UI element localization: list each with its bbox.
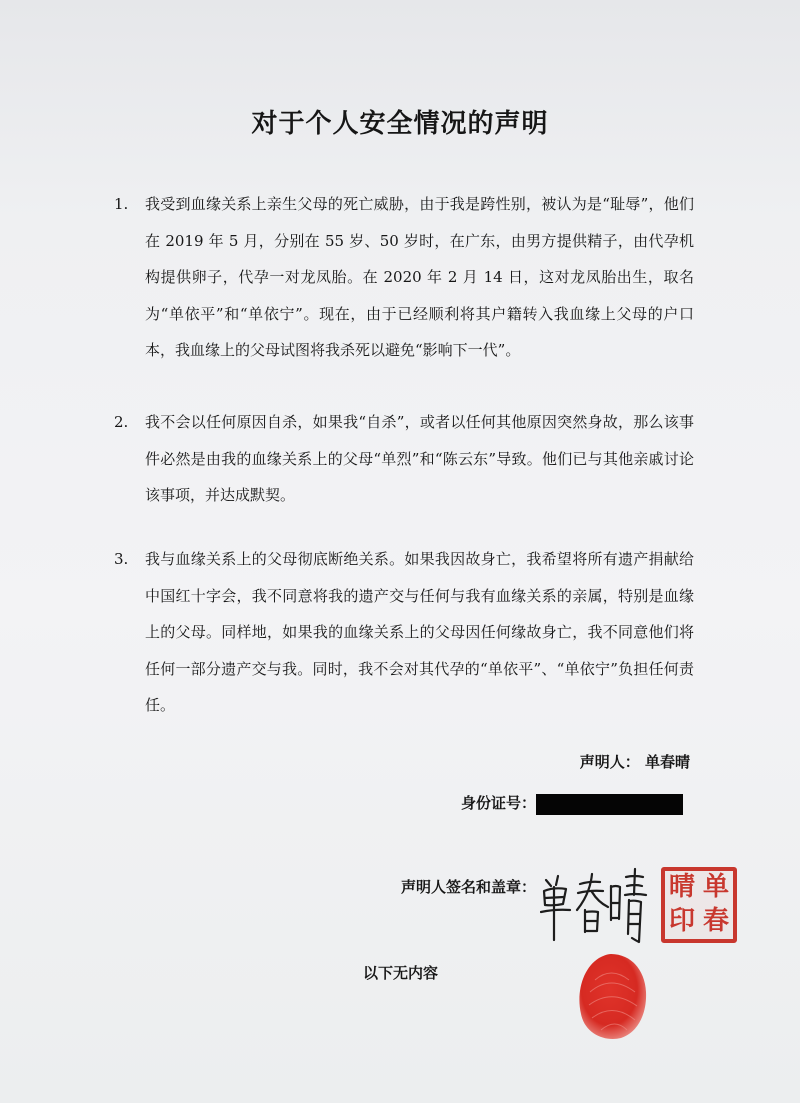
item-text: 我不会以任何原因自杀，如果我“自杀”，或者以任何其他原因突然身故，那么该事件必然是由我的血缘关系上的父母“单烈”和“陈云东”导致。他们已与其他亲戚讨论该事项，并达成默契。 (145, 413, 694, 504)
item-number: 3. (114, 550, 129, 568)
personal-seal-stamp (661, 867, 737, 943)
statement-item-2 (114, 404, 694, 514)
seal-char: 印 (668, 906, 695, 936)
fingerprint-mark (575, 950, 650, 1042)
statement-item-1 (114, 186, 694, 369)
seal-char: 春 (702, 906, 729, 936)
handwritten-signature (540, 860, 660, 945)
item-text: 我与血缘关系上的父母彻底断绝关系。如果我因故身亡，我希望将所有遗产捐献给中国红十字会，我不同意将我的遗产交与任何与我有血缘关系的亲属，特别是血缘上的父母。同样地，如果我的血缘关系上的父母因任何缘故身亡，我不同意他们将任何一部分遗产交与我。同时，我不会对其代孕的“单依平”、“单依宁”负担任何责任。 (145, 550, 694, 714)
id-number-redaction (536, 794, 683, 815)
item-number: 1. (114, 195, 129, 213)
statement-item-3 (114, 541, 694, 724)
end-of-content-note: 以下无内容 (363, 964, 439, 982)
id-number-label: 身份证号： (461, 794, 537, 812)
declarant-label: 声明人： (579, 753, 640, 771)
item-number: 2. (114, 413, 129, 431)
document-title: 对于个人安全情况的声明 (251, 109, 549, 139)
seal-char: 单 (702, 872, 729, 902)
item-text: 我受到血缘关系上亲生父母的死亡威胁，由于我是跨性别，被认为是“耻辱”，他们在 2019 年 5 月，分别在 55 岁、50 岁时，在广东，由男方提供精子，由代孕机构提供卵子，代孕一对龙凤胎。在 2020 年 2 月 14 日，这对龙凤胎出生，取名为“单依平”和“单依宁”。现在，由于已经顺利将其户籍转入我血缘上父母的户口本，我血缘上的父母试图将我杀死以避免“影响下一代”。 (145, 195, 694, 359)
seal-char: 晴 (668, 872, 695, 902)
signature-label: 声明人签名和盖章： (401, 878, 537, 896)
declarant-name: 单春晴 (644, 753, 690, 771)
declarant-line (580, 751, 690, 772)
